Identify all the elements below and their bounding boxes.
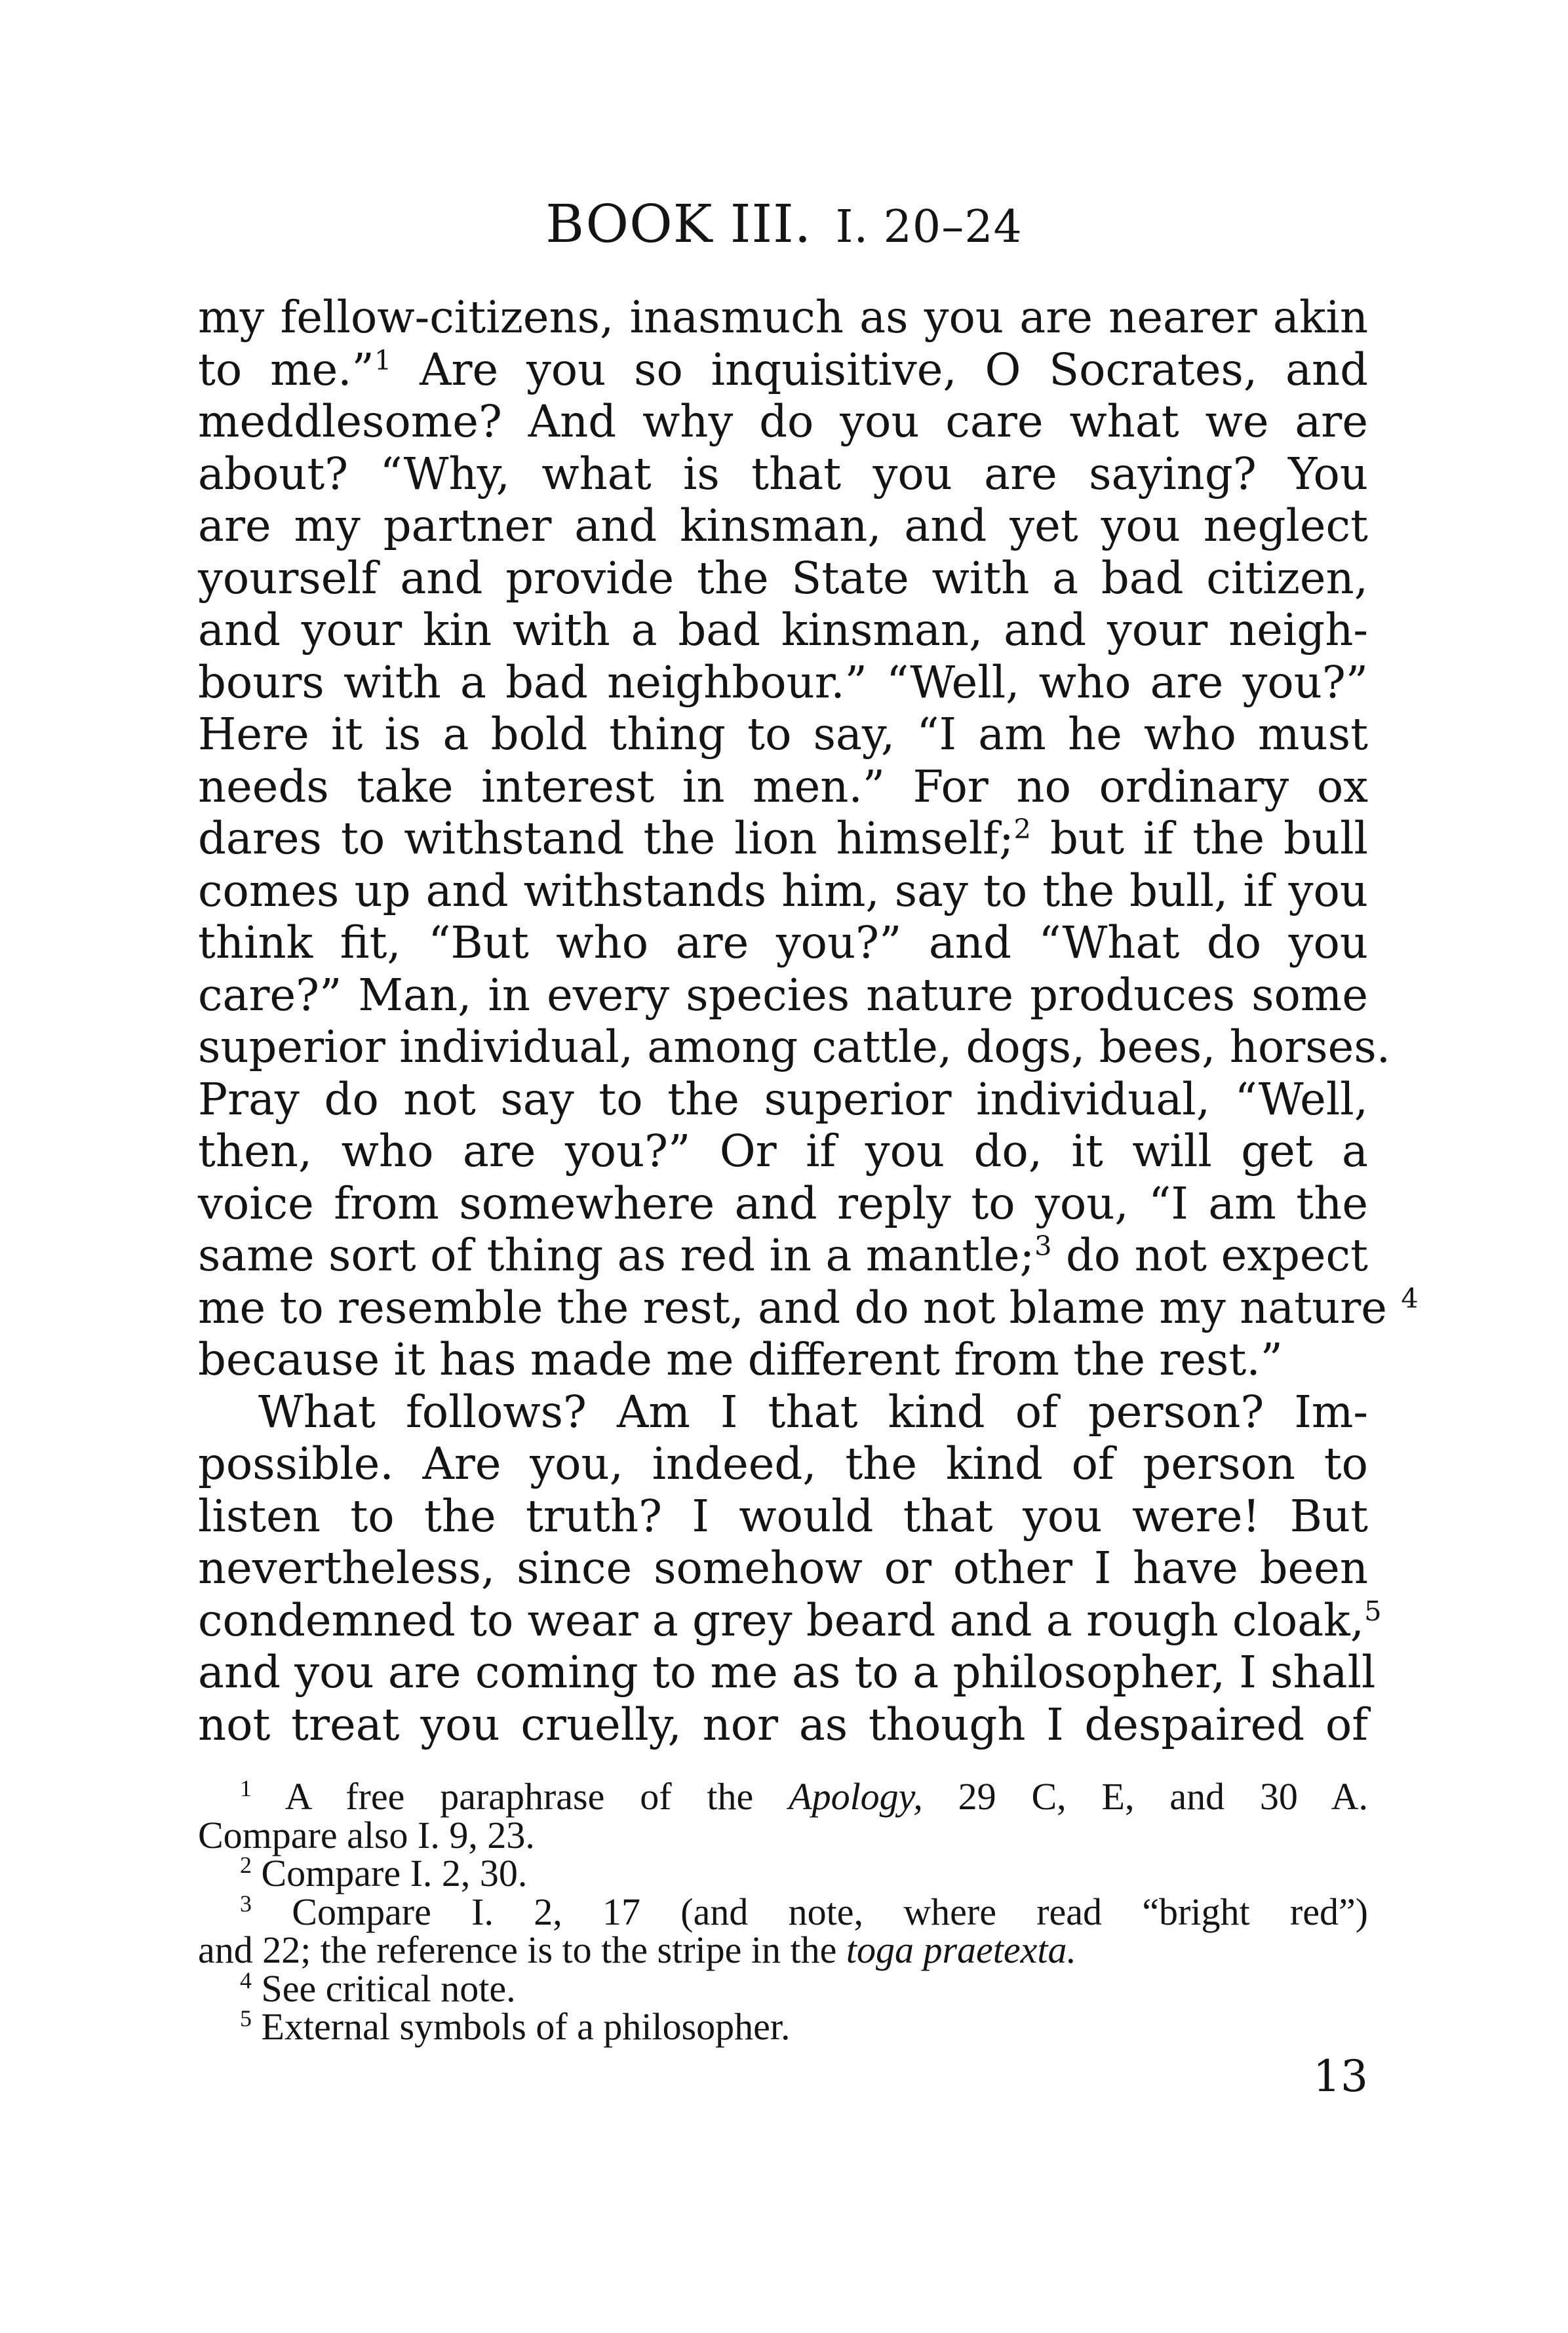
- text-segment: same sort of thing as red in a mantle;: [198, 1230, 1035, 1281]
- footnote-marker: 1: [374, 343, 392, 376]
- text-line: because it has made me different from the rest.”: [198, 1334, 1283, 1385]
- text-segment: to me.”: [198, 343, 374, 395]
- text-line: [198, 344, 1368, 397]
- text-line: voice from somewhere and reply to you, “I am the: [198, 1177, 1368, 1229]
- text-line: comes up and withstands him, say to the bull, if you: [198, 865, 1368, 916]
- text-line: nevertheless, since somehow or other I have been: [198, 1542, 1368, 1594]
- text-segment: do not expect: [1051, 1230, 1368, 1281]
- footnote-text: Compare I. 2, 30.: [251, 1852, 528, 1894]
- text-line: meddlesome? And why do you care what we are: [198, 396, 1368, 447]
- footnote-text: Compare I. 2, 17 (and note, where read “bright red”): [251, 1890, 1368, 1933]
- text-line: care?” Man, in every species nature produces some: [198, 969, 1368, 1021]
- footnote-text: and 22; the reference is to the stripe in the: [198, 1929, 846, 1971]
- running-header: [0, 191, 1568, 260]
- footnote-1: [198, 1775, 1368, 1818]
- text-line: not treat you cruelly, nor as though I despaired of: [198, 1698, 1368, 1750]
- text-line: think fit, “But who are you?” and “What do you: [198, 917, 1368, 968]
- text-line: [198, 813, 1368, 865]
- footnote-3: [198, 1890, 1368, 1933]
- footnote-3-continued: [198, 1931, 1368, 1970]
- footnote-marker: 4: [1401, 1282, 1419, 1314]
- text-line: [198, 1230, 1368, 1282]
- book-title: BOOK III.: [545, 193, 812, 254]
- footnote-marker: 5: [1364, 1594, 1382, 1627]
- footnote-text: See critical note.: [251, 1967, 516, 2010]
- footnote-marker: 3: [1034, 1230, 1052, 1263]
- footnotes: [198, 1775, 1368, 2048]
- footnote-2: [198, 1854, 1368, 1893]
- footnote-italic: Apology,: [789, 1775, 923, 1818]
- footnote-marker: 2: [1013, 813, 1031, 846]
- footnote-italic: toga praetexta.: [846, 1929, 1077, 1971]
- text-line: [198, 1282, 1419, 1335]
- footnote-text: External symbols of a philosopher.: [251, 2005, 791, 2048]
- text-line: [198, 1594, 1382, 1647]
- text-line: possible. Are you, indeed, the kind of person to: [198, 1438, 1368, 1489]
- footnote-4: [198, 1967, 1368, 2010]
- text-line: What follows? Am I that kind of person? Im-: [258, 1386, 1368, 1438]
- footnote-1-continued: Compare also I. 9, 23.: [198, 1813, 535, 1856]
- footnote-text: 29 C, E, and 30 A.: [922, 1775, 1368, 1818]
- text-segment: but if the bull: [1030, 813, 1368, 864]
- text-line: are my partner and kinsman, and yet you neglect: [198, 500, 1368, 551]
- text-line: my fellow-citizens, inasmuch as you are nearer akin: [198, 292, 1368, 343]
- footnote-number: 5: [240, 2005, 252, 2032]
- text-line: yourself and provide the State with a bad citizen,: [198, 552, 1368, 604]
- footnote-number: 1: [240, 1775, 252, 1802]
- text-line: superior individual, among cattle, dogs, bees, horses.: [198, 1021, 1391, 1072]
- text-segment: Are you so inquisitive, O Socrates, and: [391, 343, 1368, 395]
- footnote-number: 4: [240, 1967, 252, 1993]
- text-segment: condemned to wear a grey beard and a rough cloak,: [198, 1594, 1365, 1646]
- text-segment: me to resemble the rest, and do not blame my nature: [198, 1282, 1387, 1333]
- text-line: Here it is a bold thing to say, “I am he who must: [198, 709, 1368, 760]
- page-number: 13: [1313, 2051, 1368, 2102]
- footnote-text: A free paraphrase of the: [251, 1775, 789, 1818]
- footnote-5: [198, 2005, 1368, 2048]
- text-line: bours with a bad neighbour.” “Well, who are you?”: [198, 656, 1368, 708]
- text-line: and you are coming to me as to a philosopher, I shall: [198, 1647, 1376, 1698]
- text-line: Pray do not say to the superior individual, “Well,: [198, 1073, 1368, 1125]
- text-line: and your kin with a bad kinsman, and your neigh-: [198, 604, 1368, 656]
- text-line: listen to the truth? I would that you were! But: [198, 1490, 1368, 1542]
- text-line: needs take interest in men.” For no ordinary ox: [198, 760, 1368, 812]
- main-text: [198, 292, 1419, 1751]
- section-reference: I. 20–24: [835, 201, 1023, 253]
- footnote-number: 2: [240, 1852, 252, 1879]
- text-line: then, who are you?” Or if you do, it will get a: [198, 1126, 1368, 1177]
- text-line: about? “Why, what is that you are saying? You: [198, 448, 1368, 500]
- footnote-number: 3: [240, 1890, 252, 1917]
- text-segment: dares to withstand the lion himself;: [198, 813, 1014, 864]
